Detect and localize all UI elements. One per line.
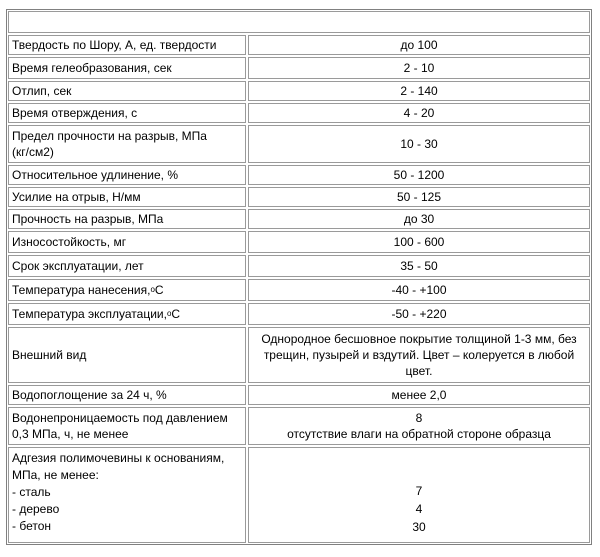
row-label: Время гелеобразования, сек — [8, 57, 246, 79]
table-row — [8, 447, 590, 543]
row-label-line: Адгезия полимочевины к основаниям, — [12, 451, 225, 465]
table-row — [8, 231, 590, 253]
row-label-line: 0,3 МПа, ч, не менее — [12, 427, 129, 441]
table-row — [8, 103, 590, 123]
row-label — [8, 407, 246, 445]
row-label-line: Предел прочности на разрыв, МПа — [12, 129, 207, 143]
row-value: 10 - 30 — [248, 125, 590, 163]
row-label: Прочность на разрыв, МПа — [8, 209, 246, 229]
table-row — [8, 279, 590, 301]
row-value-line: цвет. — [405, 364, 433, 378]
substrate-label: - сталь — [12, 485, 51, 499]
table-row — [8, 407, 590, 445]
row-value: 4 - 20 — [248, 103, 590, 123]
table-row — [8, 303, 590, 325]
row-value — [248, 407, 590, 445]
substrate-value: 4 — [415, 502, 423, 516]
table-row — [8, 81, 590, 101]
table-row — [8, 125, 590, 163]
row-label: Твердость по Шору, А, ед. твердости — [8, 35, 246, 55]
row-value: менее 2,0 — [248, 385, 590, 405]
row-value: -50 - +220 — [248, 303, 590, 325]
substrate-value: 7 — [415, 484, 423, 498]
row-value: 50 - 125 — [248, 187, 590, 207]
row-label: Внешний вид — [8, 327, 246, 383]
table-row — [8, 255, 590, 277]
table-row — [8, 165, 590, 185]
properties-table — [6, 9, 592, 545]
row-label: Водопоглощение за 24 ч, % — [8, 385, 246, 405]
table-row — [8, 35, 590, 55]
header-cell — [8, 11, 590, 33]
row-label: Температура эксплуатации, o С — [8, 303, 246, 325]
row-label: Относительное удлинение, % — [8, 165, 246, 185]
row-label: Время отверждения, с — [8, 103, 246, 123]
row-value: 50 - 1200 — [248, 165, 590, 185]
row-value: 2 - 140 — [248, 81, 590, 101]
substrate-label: - бетон — [12, 519, 52, 533]
row-value: до 100 — [248, 35, 590, 55]
row-value-line: трещин, пузырей и вздутий. Цвет – колеруется в любой — [263, 348, 575, 362]
row-label: Износостойкость, мг — [8, 231, 246, 253]
table-row — [8, 187, 590, 207]
row-value: 100 - 600 — [248, 231, 590, 253]
row-value-line: 8 — [415, 411, 423, 425]
row-label-line: (кг/см2) — [12, 145, 54, 159]
substrate-value: 30 — [412, 520, 426, 534]
row-label-line: МПа, не менее: — [12, 468, 99, 482]
row-value: 35 - 50 — [248, 255, 590, 277]
row-label-unit: С — [171, 307, 181, 321]
row-value-line: отсутствие влаги на обратной стороне образца — [287, 427, 551, 441]
row-label: Отлип, сек — [8, 81, 246, 101]
row-value — [248, 327, 590, 383]
table-row — [8, 385, 590, 405]
row-value: до 30 — [248, 209, 590, 229]
row-label-line: Водонепроницаемость под давлением — [12, 411, 228, 425]
row-label: Усилие на отрыв, Н/мм — [8, 187, 246, 207]
substrate-label: - дерево — [12, 502, 60, 516]
row-label: Срок эксплуатации, лет — [8, 255, 246, 277]
table-row — [8, 209, 590, 229]
table-header-row — [8, 11, 590, 33]
row-value-line: Однородное бесшовное покрытие толщиной 1-3 мм, без — [261, 332, 577, 346]
row-label-text: Температура нанесения, — [12, 283, 151, 297]
row-label-unit: С — [154, 283, 164, 297]
row-value: 2 - 10 — [248, 57, 590, 79]
table-row — [8, 327, 590, 383]
row-label — [8, 447, 246, 543]
row-value: -40 - +100 — [248, 279, 590, 301]
row-value — [248, 447, 590, 543]
row-label — [8, 125, 246, 163]
row-label-text: Температура эксплуатации, — [12, 307, 167, 321]
row-label: Температура нанесения, o С — [8, 279, 246, 301]
table-row — [8, 57, 590, 79]
